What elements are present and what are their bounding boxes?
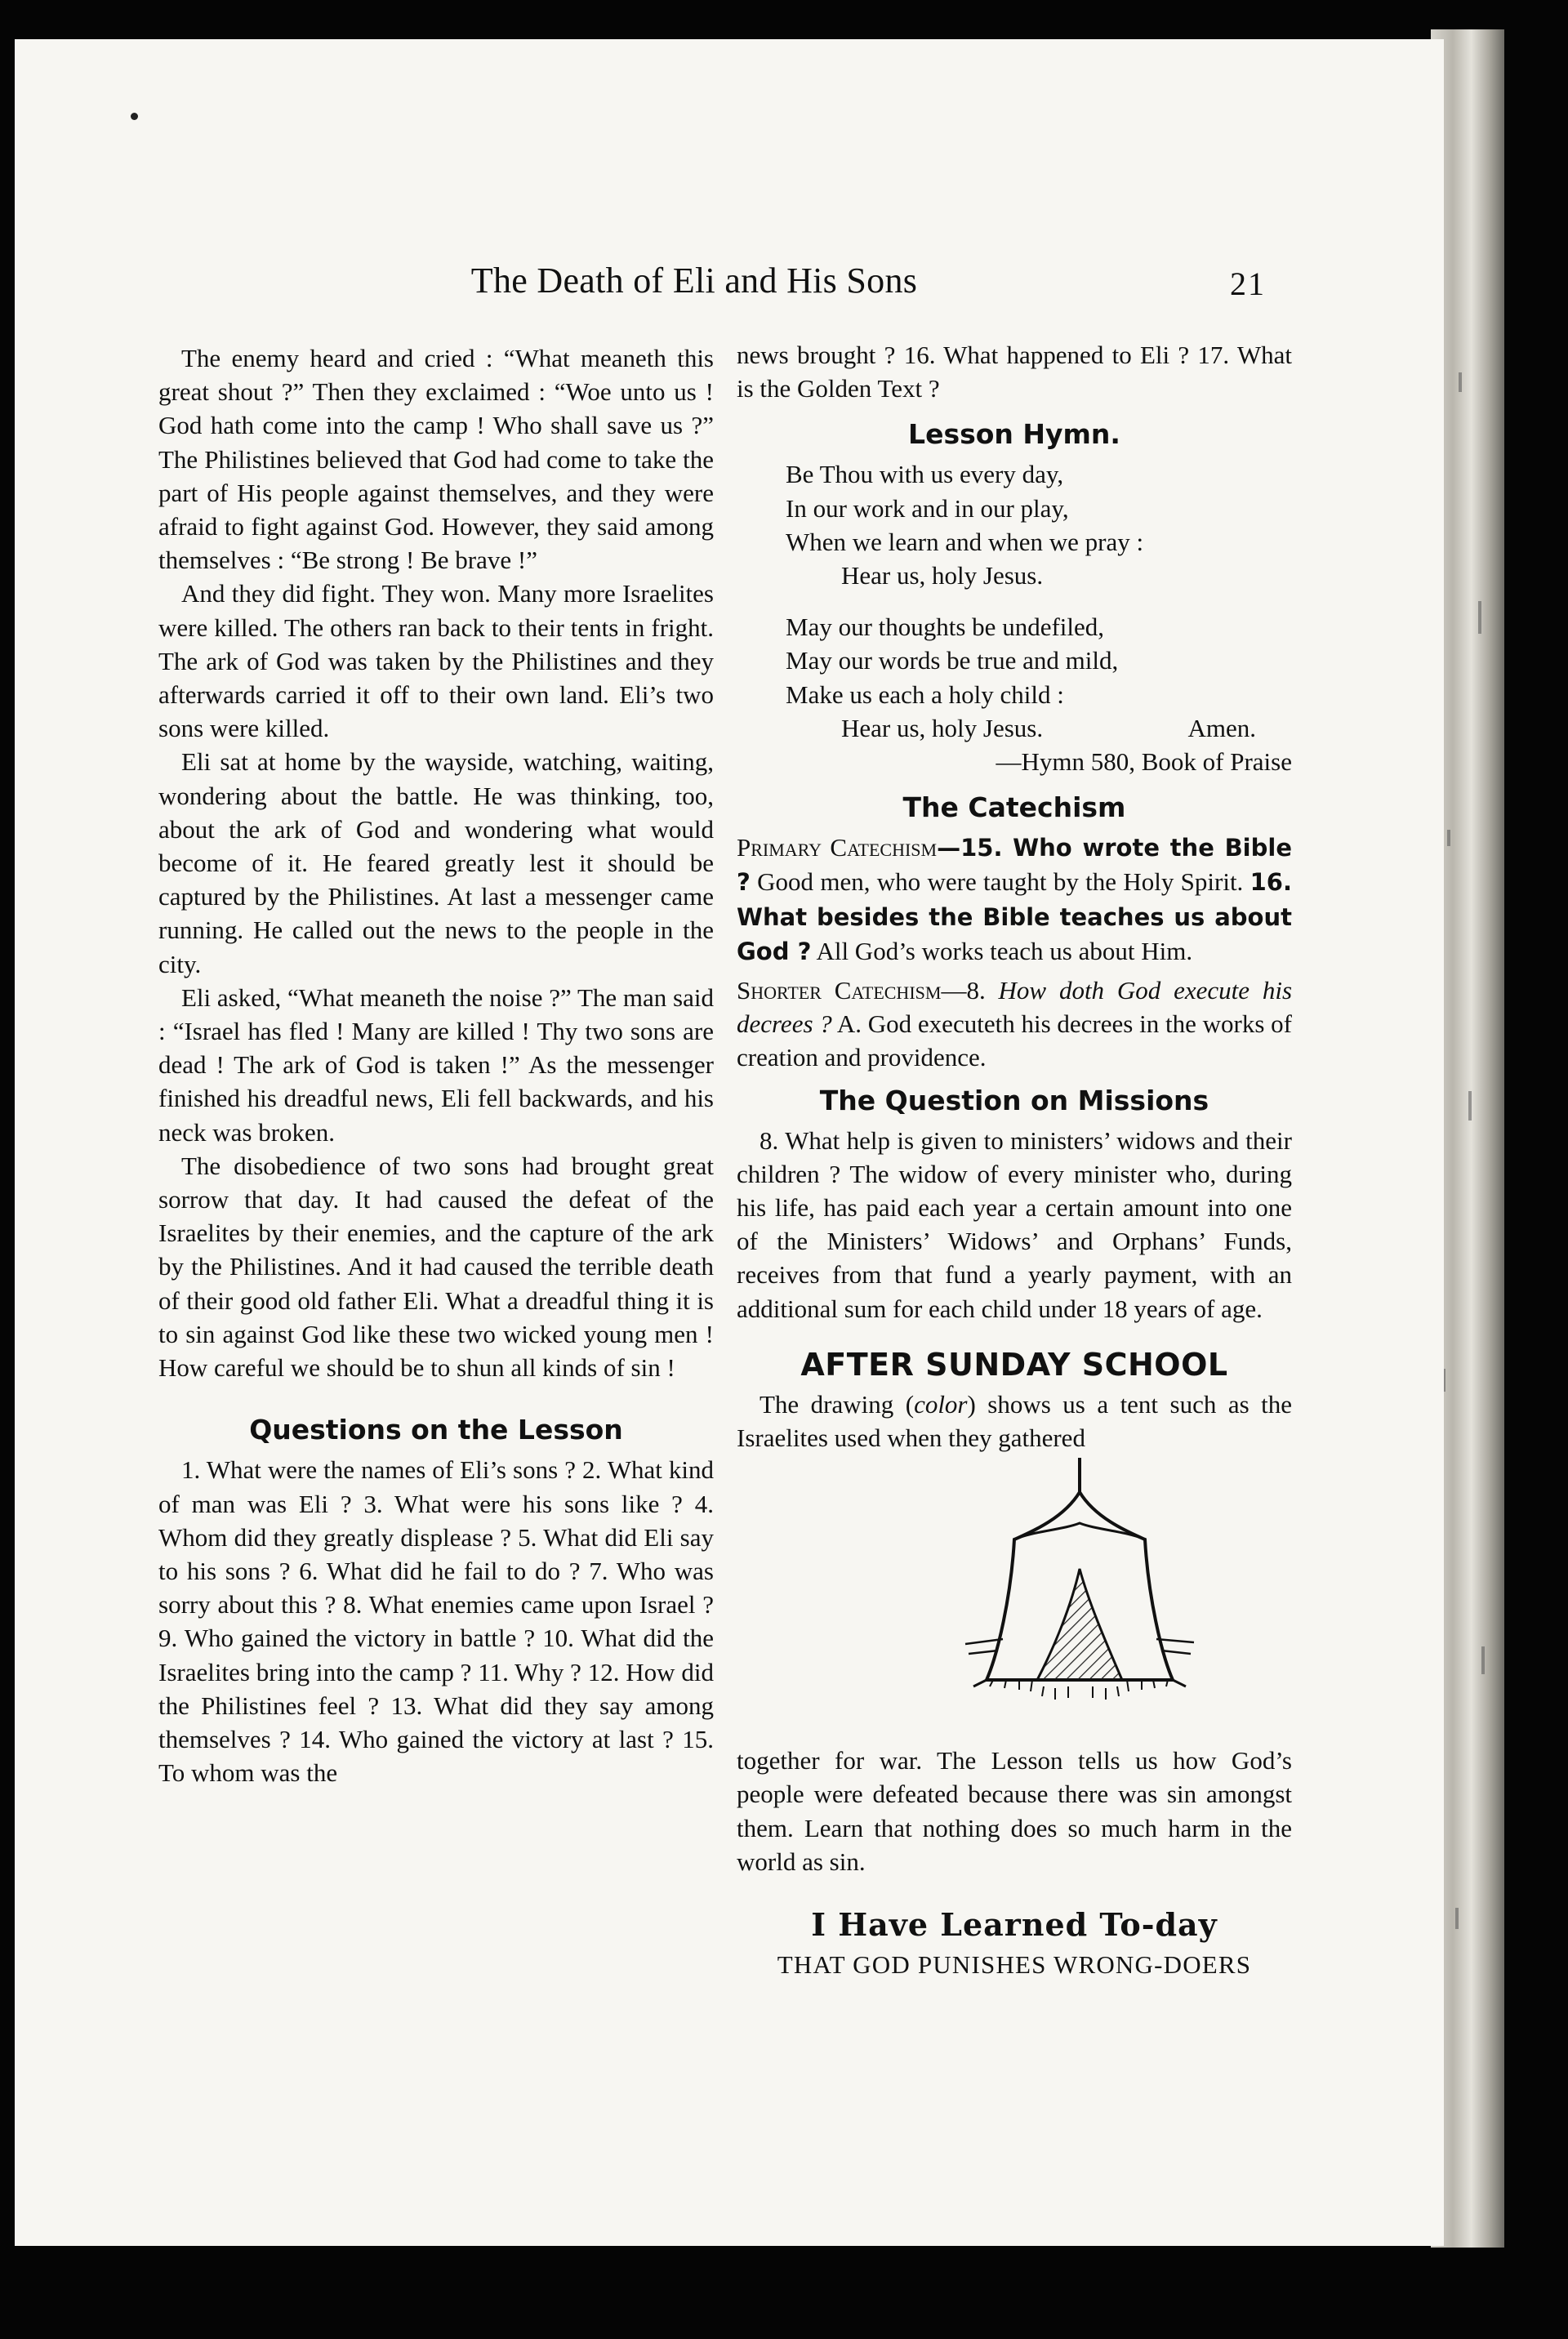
catechism-question: —15. Who wrote the Bible ? xyxy=(737,834,1292,897)
catechism-question: 16. What besides the Bible teaches us about God ? xyxy=(737,868,1292,965)
tent-drawing xyxy=(737,1458,1292,1735)
shorter-catechism xyxy=(737,973,1292,1075)
story-paragraph: The enemy heard and cried : “What meaneth this great shout ?” Then they exclaimed : “Woe unto us ! God hath come into the camp ! Who shall save us ?” The Philistines believed that God had come to take the part of His people against themselves, and they were afraid to fight against God. However, they said among themselves : “Be strong ! Be brave !” xyxy=(158,344,714,575)
shorter-catechism-number: —8. xyxy=(941,976,999,1005)
page-number: 21 xyxy=(1230,265,1266,302)
hymn-line: In our work and in our play, xyxy=(786,493,1069,523)
left-column xyxy=(158,341,714,1789)
stray-ink-dot xyxy=(131,113,138,120)
after-school-intro xyxy=(737,1388,1292,1455)
hymn-line: When we learn and when we pray : xyxy=(786,527,1144,556)
catechism-question: How doth God execute his decrees ? xyxy=(737,976,1293,1039)
hymn-line: Be Thou with us every day, xyxy=(786,460,1064,489)
hymn-verses xyxy=(786,457,1292,745)
hymn-line: May our thoughts be undefiled, xyxy=(786,613,1105,642)
hymn-line: Hear us, holy Jesus. xyxy=(841,713,1044,742)
hymn-line: May our words be true and mild, xyxy=(786,646,1119,675)
hymn-line: Make us each a holy child : xyxy=(786,679,1064,709)
story-paragraph: The disobedience of two sons had brought great sorrow that day. It had caused the defeat of the Israelites by their enemies, and the capture of the ark by the Philistines. And it had caused the terrible death of their good old father Eli. What a dreadful thing it is to sin against God like these two wicked young men ! How careful we should be to shun all kinds of sin ! xyxy=(158,1151,714,1383)
questions-text: 1. What were the names of Eli’s sons ? 2. What kind of man was Eli ? 3. What were his sons like ? 4. Whom did they greatly displease ? 5. What did Eli say to his sons ? 6. What did he fail to do ? 7. Who was sorry about this ? 8. What enemies came upon Israel ? 9. Who gained the victory in battle ? 10. What did the Israelites bring into the camp ? 11. Why ? 12. How did the Philistines feel ? 13. What did they say among themselves ? 14. Who gained the victory at last ? 15. To whom was the xyxy=(158,1455,714,1788)
after-intro-text: The drawing ( xyxy=(760,1389,915,1419)
missions-text: 8. What help is given to ministers’ widows and their children ? The widow of every minister who, during his life, has paid each year a certain amount into one of the Ministers’ Widows’ and Orphans’ Funds, receives from that fund a yearly payment, with an additional sum for each child under 18 years of age. xyxy=(737,1125,1292,1323)
after-school-text: together for war. The Lesson tells us how God’s people were defeated because there was sin amongst them. Learn that nothing does so much harm in the world as sin. xyxy=(737,1746,1292,1876)
book-page xyxy=(15,39,1444,2246)
story-paragraph: And they did fight. They won. Many more Israelites were killed. The others ran back to their tents in fright. The ark of God was taken by the Philistines and they afterwards carried it off to their own land. Eli’s two sons were killed. xyxy=(158,579,714,743)
hymn-amen: Amen. xyxy=(1187,713,1256,742)
hymn-credit: —Hymn 580, Book of Praise xyxy=(996,747,1292,777)
after-intro-color: color xyxy=(914,1389,968,1419)
questions-heading: Questions on the Lesson xyxy=(249,1414,623,1446)
after-intro-text: ) shows us a tent such as the Israelites used when they gathered xyxy=(737,1389,1292,1453)
shorter-catechism-label: Shorter Catechism xyxy=(737,976,942,1005)
hymn-last-line xyxy=(786,711,1256,745)
running-head: The Death of Eli and His Sons xyxy=(470,261,918,301)
after-school-heading: AFTER SUNDAY SCHOOL xyxy=(800,1346,1228,1383)
hymn-heading: Lesson Hymn. xyxy=(908,418,1120,451)
learned-today-text: THAT GOD PUNISHES WRONG-DOERS xyxy=(777,1950,1252,1980)
primary-catechism xyxy=(737,831,1292,969)
catechism-answer: A. God executeth his decrees in the works of creation and providence. xyxy=(737,1009,1293,1072)
catechism-answer: Good men, who were taught by the Holy Spirit. xyxy=(750,867,1250,897)
story-paragraph: Eli asked, “What meaneth the noise ?” The man said : “Israel has fled ! Many are killed ! Thy two sons are dead ! The ark of God is taken !” As the messenger finished his dreadful news, Eli fell backwards, and his neck was broken. xyxy=(158,982,714,1147)
missions-heading: The Question on Missions xyxy=(819,1084,1209,1116)
catechism-heading: The Catechism xyxy=(902,791,1126,824)
questions-continued: news brought ? 16. What happened to Eli ? 17. What is the Golden Text ? xyxy=(737,341,1292,403)
learned-today-heading: I Have Learned To-day xyxy=(811,1906,1218,1944)
catechism-answer: All God’s works teach us about Him. xyxy=(811,936,1193,965)
tent-icon xyxy=(941,1458,1218,1727)
story-paragraph: Eli sat at home by the wayside, watching, waiting, wondering about the battle. He was thinking, too, about the ark of God and wondering what would become of it. He feared greatly lest it should be captured by the Philistines. At last a messenger came running. He called out the news to the people in the city. xyxy=(158,747,714,978)
primary-catechism-label: Primary Catechism xyxy=(737,833,938,862)
right-column xyxy=(737,338,1292,1982)
hymn-line: Hear us, holy Jesus. xyxy=(841,561,1044,590)
